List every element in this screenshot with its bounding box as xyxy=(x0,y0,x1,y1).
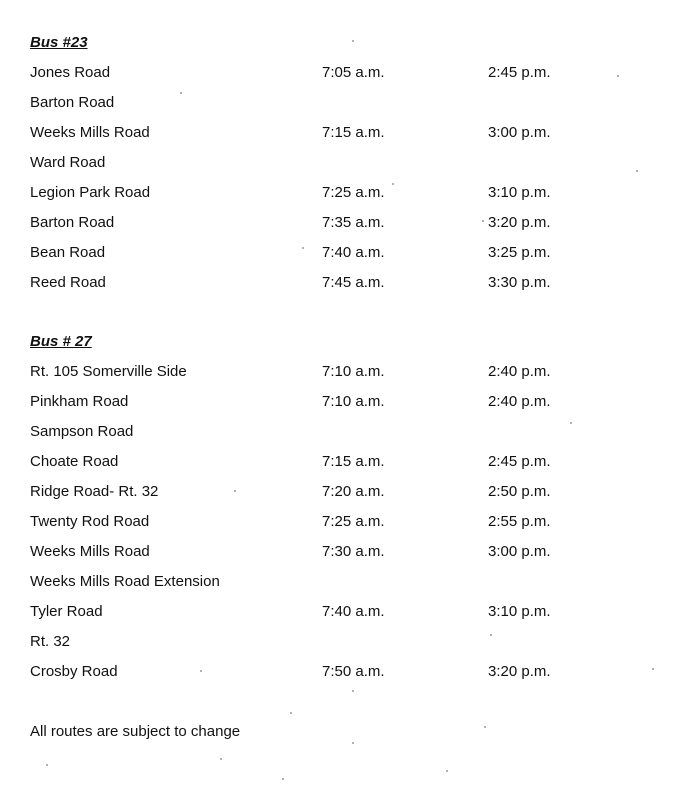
stop-row xyxy=(30,213,630,243)
stop-name: Weeks Mills Road xyxy=(30,124,150,141)
stop-name: Jones Road xyxy=(30,64,111,81)
stop-name: Reed Road xyxy=(30,274,106,291)
scan-speck xyxy=(490,634,492,636)
afternoon-time: 3:20 p.m. xyxy=(488,214,551,231)
afternoon-time: 3:00 p.m. xyxy=(488,543,551,560)
scan-speck xyxy=(200,670,202,672)
morning-time: 7:20 a.m. xyxy=(322,483,385,500)
stop-row xyxy=(30,512,630,542)
stop-name: Crosby Road xyxy=(30,663,118,680)
scan-speck xyxy=(652,668,654,670)
morning-time: 7:40 a.m. xyxy=(322,603,385,620)
stop-row xyxy=(30,602,630,632)
stop-name: Weeks Mills Road xyxy=(30,543,150,560)
afternoon-time: 2:45 p.m. xyxy=(488,64,551,81)
scan-speck xyxy=(290,712,292,714)
scan-speck xyxy=(234,490,236,492)
scan-speck xyxy=(46,764,48,766)
morning-time: 7:15 a.m. xyxy=(322,453,385,470)
scan-speck xyxy=(446,770,448,772)
scan-speck xyxy=(302,247,304,249)
stop-name: Tyler Road xyxy=(30,603,103,620)
stop-name: Legion Park Road xyxy=(30,184,151,201)
stop-row xyxy=(30,662,630,692)
stop-row xyxy=(30,632,630,662)
morning-time: 7:25 a.m. xyxy=(322,184,385,201)
scan-speck xyxy=(636,170,638,172)
afternoon-time: 3:00 p.m. xyxy=(488,124,551,141)
afternoon-time: 3:10 p.m. xyxy=(488,184,551,201)
morning-time: 7:10 a.m. xyxy=(322,363,385,380)
stop-name: Weeks Mills Road Extension xyxy=(30,573,220,590)
scan-speck xyxy=(352,742,354,744)
stop-name: Choate Road xyxy=(30,453,119,470)
morning-time: 7:30 a.m. xyxy=(322,543,385,560)
morning-time: 7:25 a.m. xyxy=(322,513,385,530)
morning-time: 7:15 a.m. xyxy=(322,124,385,141)
scan-speck xyxy=(352,40,354,42)
afternoon-time: 2:55 p.m. xyxy=(488,513,551,530)
scan-speck xyxy=(570,422,572,424)
stop-name: Ridge Road- Rt. 32 xyxy=(30,483,159,500)
stop-name: Pinkham Road xyxy=(30,393,129,410)
stop-row xyxy=(30,63,630,93)
scan-speck xyxy=(392,183,394,185)
stop-name: Sampson Road xyxy=(30,423,134,440)
stop-name: Bean Road xyxy=(30,244,106,261)
route-heading: Bus #23 xyxy=(30,34,88,51)
morning-time: 7:40 a.m. xyxy=(322,244,385,261)
morning-time: 7:10 a.m. xyxy=(322,393,385,410)
stop-row xyxy=(30,482,630,512)
stop-name: Ward Road xyxy=(30,154,106,171)
stop-row xyxy=(30,153,630,183)
morning-time: 7:35 a.m. xyxy=(322,214,385,231)
afternoon-time: 2:40 p.m. xyxy=(488,363,551,380)
scan-speck xyxy=(180,92,182,94)
stop-row xyxy=(30,422,630,452)
stop-name: Twenty Rod Road xyxy=(30,513,150,530)
scan-speck xyxy=(482,220,484,222)
stop-row xyxy=(30,452,630,482)
route-section-bus-23 xyxy=(30,33,630,303)
stop-row xyxy=(30,273,630,303)
scan-speck xyxy=(220,758,222,760)
scan-speck xyxy=(282,778,284,780)
morning-time: 7:50 a.m. xyxy=(322,663,385,680)
morning-time: 7:45 a.m. xyxy=(322,274,385,291)
stop-row xyxy=(30,542,630,572)
afternoon-time: 2:50 p.m. xyxy=(488,483,551,500)
stop-row xyxy=(30,243,630,273)
stop-row xyxy=(30,392,630,422)
stop-row xyxy=(30,572,630,602)
stop-row xyxy=(30,183,630,213)
route-heading: Bus # 27 xyxy=(30,333,92,350)
afternoon-time: 3:25 p.m. xyxy=(488,244,551,261)
scan-speck xyxy=(484,726,486,728)
stop-row xyxy=(30,123,630,153)
scan-speck xyxy=(617,75,619,77)
footer-note: All routes are subject to change xyxy=(30,723,241,740)
morning-time: 7:05 a.m. xyxy=(322,64,385,81)
stop-name: Barton Road xyxy=(30,94,115,111)
stop-row xyxy=(30,362,630,392)
stop-name: Rt. 32 xyxy=(30,633,71,650)
afternoon-time: 2:45 p.m. xyxy=(488,453,551,470)
afternoon-time: 3:30 p.m. xyxy=(488,274,551,291)
stop-name: Rt. 105 Somerville Side xyxy=(30,363,187,380)
afternoon-time: 3:10 p.m. xyxy=(488,603,551,620)
route-section-bus-27 xyxy=(30,332,630,692)
scan-speck xyxy=(352,690,354,692)
stop-name: Barton Road xyxy=(30,214,115,231)
stop-row xyxy=(30,93,630,123)
afternoon-time: 2:40 p.m. xyxy=(488,393,551,410)
afternoon-time: 3:20 p.m. xyxy=(488,663,551,680)
